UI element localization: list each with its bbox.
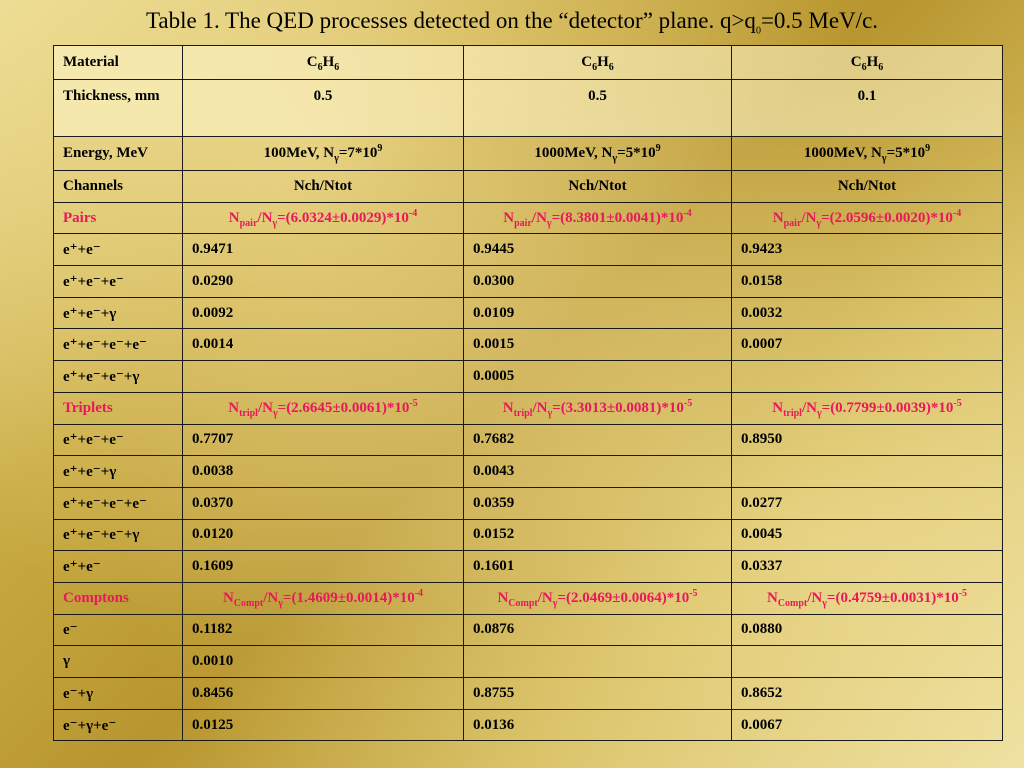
value-cell: 0.9445 (464, 234, 732, 266)
section-normalization: $N_{Compt}/N_\gamma=(1.4609\pm 0.0014)*10^{-4}$ (183, 582, 464, 614)
section-normalization: $N_{tripl}/N_\gamma=(3.3013\pm 0.0081)*10^{-5}$ (464, 392, 732, 424)
section-label: Comptons (54, 582, 183, 614)
channel-label: e⁺+e⁻+e⁻ (54, 266, 183, 298)
value-cell: 0.8456 (183, 678, 464, 710)
value-cell (732, 456, 1003, 488)
value-cell: 0.8652 (732, 678, 1003, 710)
table-row (54, 266, 1003, 298)
value-cell: 0.1601 (464, 551, 732, 583)
value-cell: 0.0290 (183, 266, 464, 298)
table-row (54, 519, 1003, 551)
value-cell (464, 646, 732, 678)
value-cell (732, 646, 1003, 678)
table-row (54, 234, 1003, 266)
section-label: Pairs (54, 202, 183, 234)
channel-label: e⁺+e⁻+e⁻ (54, 424, 183, 456)
table-row (54, 551, 1003, 583)
material-cell: $C_6H_6$ (732, 46, 1003, 80)
energy-cell: 1000MeV, $N_\gamma=5*10^9$ (732, 137, 1003, 171)
value-cell: 0.0010 (183, 646, 464, 678)
value-cell: 0.0880 (732, 614, 1003, 646)
value-cell: 0.9423 (732, 234, 1003, 266)
table-row (54, 678, 1003, 710)
value-cell (183, 361, 464, 393)
channels-cell: Nch/Ntot (732, 171, 1003, 203)
value-cell: 0.7707 (183, 424, 464, 456)
energy-cell: 100MeV, $N_\gamma=7*10^9$ (183, 137, 464, 171)
value-cell: 0.0014 (183, 329, 464, 361)
table-row (54, 329, 1003, 361)
material-cell: $C_6H_6$ (183, 46, 464, 80)
value-cell: 0.0337 (732, 551, 1003, 583)
channels-cell: Nch/Ntot (183, 171, 464, 203)
section-normalization: $N_{tripl}/N_\gamma=(0.7799\pm 0.0039)*10^{-5}$ (732, 392, 1003, 424)
channel-label: e⁻ (54, 614, 183, 646)
channels-label: Channels (54, 171, 183, 203)
energy-cell: 1000MeV, $N_\gamma=5*10^9$ (464, 137, 732, 171)
table-row (54, 614, 1003, 646)
section-normalization: $N_{tripl}/N_\gamma=(2.6645\pm 0.0061)*10^{-5}$ (183, 392, 464, 424)
section-normalization: $N_{pair}/N_\gamma=(8.3801\pm 0.0041)*10^{-4}$ (464, 202, 732, 234)
table-row (54, 361, 1003, 393)
value-cell: 0.8950 (732, 424, 1003, 456)
value-cell: 0.0045 (732, 519, 1003, 551)
channel-label: e⁺+e⁻ (54, 234, 183, 266)
energy-label: Energy, MeV (54, 137, 183, 171)
value-cell: 0.0067 (732, 709, 1003, 741)
thickness-cell: 0.5 (183, 80, 464, 137)
value-cell: 0.0007 (732, 329, 1003, 361)
value-cell (732, 361, 1003, 393)
channel-label: γ (54, 646, 183, 678)
value-cell: 0.1182 (183, 614, 464, 646)
channels-row (54, 171, 1003, 203)
section-label: Triplets (54, 392, 183, 424)
value-cell: 0.7682 (464, 424, 732, 456)
section-normalization: $N_{Compt}/N_\gamma=(2.0469\pm 0.0064)*10^{-5}$ (464, 582, 732, 614)
value-cell: 0.0277 (732, 487, 1003, 519)
material-row (54, 46, 1003, 80)
value-cell: 0.0015 (464, 329, 732, 361)
value-cell: 0.0032 (732, 297, 1003, 329)
value-cell: 0.0043 (464, 456, 732, 488)
value-cell: 0.0158 (732, 266, 1003, 298)
table-row (54, 297, 1003, 329)
table-row (54, 646, 1003, 678)
value-cell: 0.0136 (464, 709, 732, 741)
table-row (54, 424, 1003, 456)
section-header-row (54, 392, 1003, 424)
thickness-cell: 0.1 (732, 80, 1003, 137)
section-normalization: $N_{pair}/N_\gamma=(6.0324\pm 0.0029)*10^{-4}$ (183, 202, 464, 234)
value-cell: 0.0300 (464, 266, 732, 298)
thickness-row (54, 80, 1003, 137)
value-cell: 0.0125 (183, 709, 464, 741)
table-caption (0, 6, 1024, 36)
thickness-cell: 0.5 (464, 80, 732, 137)
channel-label: e⁺+e⁻+γ (54, 297, 183, 329)
caption-suffix: =0.5 MeV/c. (760, 8, 879, 33)
value-cell: 0.0038 (183, 456, 464, 488)
channel-label: e⁺+e⁻+e⁻+e⁻ (54, 329, 183, 361)
channel-label: e⁻+γ+e⁻ (54, 709, 183, 741)
qed-process-table (53, 45, 1003, 741)
caption-subscript: 0 (755, 25, 761, 37)
channel-label: e⁻+γ (54, 678, 183, 710)
value-cell: 0.0005 (464, 361, 732, 393)
channel-label: e⁺+e⁻+e⁻+γ (54, 361, 183, 393)
value-cell: 0.0109 (464, 297, 732, 329)
channel-label: e⁺+e⁻+γ (54, 456, 183, 488)
material-label: Material (54, 46, 183, 80)
table-row (54, 456, 1003, 488)
caption-text: Table 1. The QED processes detected on the “detector” plane. q>q (145, 8, 756, 33)
value-cell: 0.0359 (464, 487, 732, 519)
channel-label: e⁺+e⁻+e⁻+γ (54, 519, 183, 551)
value-cell: 0.1609 (183, 551, 464, 583)
section-header-row (54, 202, 1003, 234)
value-cell: 0.8755 (464, 678, 732, 710)
table-row (54, 487, 1003, 519)
channels-cell: Nch/Ntot (464, 171, 732, 203)
value-cell: 0.9471 (183, 234, 464, 266)
table-row (54, 709, 1003, 741)
value-cell: 0.0370 (183, 487, 464, 519)
thickness-label: Thickness, mm (54, 80, 183, 137)
channel-label: e⁺+e⁻ (54, 551, 183, 583)
section-normalization: $N_{Compt}/N_\gamma=(0.4759\pm 0.0031)*10^{-5}$ (732, 582, 1003, 614)
energy-row (54, 137, 1003, 171)
section-normalization: $N_{pair}/N_\gamma=(2.0596\pm 0.0020)*10^{-4}$ (732, 202, 1003, 234)
value-cell: 0.0120 (183, 519, 464, 551)
material-cell: $C_6H_6$ (464, 46, 732, 80)
sections-body (54, 202, 1003, 741)
value-cell: 0.0152 (464, 519, 732, 551)
channel-label: e⁺+e⁻+e⁻+e⁻ (54, 487, 183, 519)
value-cell: 0.0092 (183, 297, 464, 329)
section-header-row (54, 582, 1003, 614)
value-cell: 0.0876 (464, 614, 732, 646)
